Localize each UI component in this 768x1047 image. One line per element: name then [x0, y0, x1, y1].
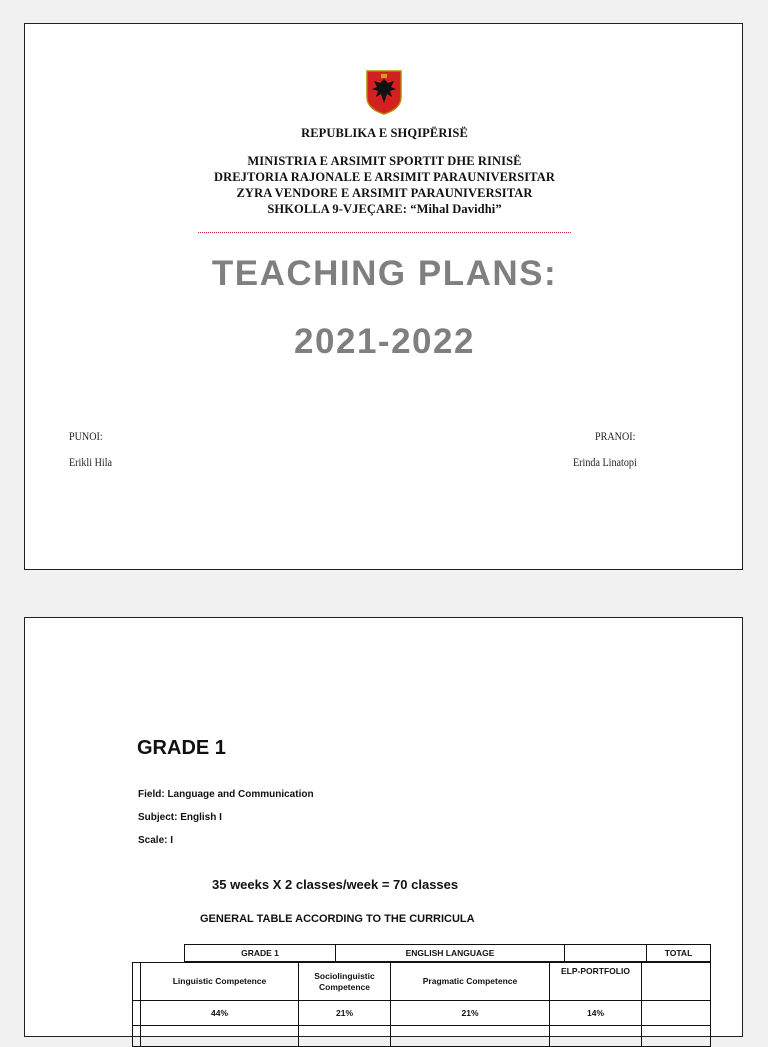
table-row	[185, 945, 711, 962]
table-cell	[642, 1026, 711, 1047]
competence-table	[132, 962, 711, 1047]
table-cell: TOTAL	[647, 945, 711, 962]
table-row	[133, 1001, 711, 1026]
directorate-heading: DREJTORIA RAJONALE E ARSIMIT PARAUNIVERSITAR	[213, 170, 556, 184]
red-divider	[198, 232, 571, 233]
table-cell	[299, 1026, 391, 1047]
table-cell	[550, 1026, 642, 1047]
table-cell: Sociolinguistic Competence	[299, 963, 391, 1001]
table-cell	[133, 963, 141, 1001]
table-cell: 21%	[391, 1001, 550, 1026]
table-row	[133, 963, 711, 1001]
curricula-header-table	[184, 944, 711, 962]
field-line: Field: Language and Communication	[138, 789, 314, 800]
cover-page	[24, 23, 743, 570]
prepared-by-label: PUNOI:	[69, 431, 103, 443]
table-title: GENERAL TABLE ACCORDING TO THE CURRICULA	[200, 913, 475, 925]
scale-line: Scale: I	[138, 835, 174, 846]
office-heading: ZYRA VENDORE E ARSIMIT PARAUNIVERSITAR	[236, 186, 533, 200]
table-cell	[565, 945, 647, 962]
table-cell: ELP-PORTFOLIO	[550, 963, 642, 1001]
grade-heading: GRADE 1	[137, 737, 226, 759]
albanian-coat-of-arms-icon	[365, 69, 403, 115]
plan-page	[24, 617, 743, 1037]
document-title: TEACHING PLANS:	[211, 254, 558, 293]
table-cell	[133, 1001, 141, 1026]
table-cell: 14%	[550, 1001, 642, 1026]
prepared-by-name: Erikli Hila	[69, 457, 113, 469]
table-cell: 21%	[299, 1001, 391, 1026]
table-cell: GRADE 1	[185, 945, 336, 962]
ministry-heading: MINISTRIA E ARSIMIT SPORTIT DHE RINISË	[247, 154, 522, 168]
table-cell: Linguistic Competence	[141, 963, 299, 1001]
table-cell	[133, 1026, 141, 1047]
subject-line: Subject: English I	[138, 812, 222, 823]
school-year: 2021-2022	[294, 322, 475, 361]
table-cell: Pragmatic Competence	[391, 963, 550, 1001]
table-cell	[642, 963, 711, 1001]
weeks-summary: 35 weeks X 2 classes/week = 70 classes	[212, 877, 459, 892]
table-cell	[391, 1026, 550, 1047]
table-cell	[141, 1026, 299, 1047]
approved-by-name: Erinda Linatopi	[573, 457, 637, 469]
school-heading: SHKOLLA 9-VJEÇARE: “Mihal Davidhi”	[267, 202, 502, 216]
table-row	[133, 1026, 711, 1047]
table-cell: 44%	[141, 1001, 299, 1026]
republic-heading: REPUBLIKA E SHQIPËRISË	[301, 126, 468, 140]
table-cell	[642, 1001, 711, 1026]
approved-by-label: PRANOI:	[595, 431, 636, 443]
table-cell: ENGLISH LANGUAGE	[336, 945, 565, 962]
